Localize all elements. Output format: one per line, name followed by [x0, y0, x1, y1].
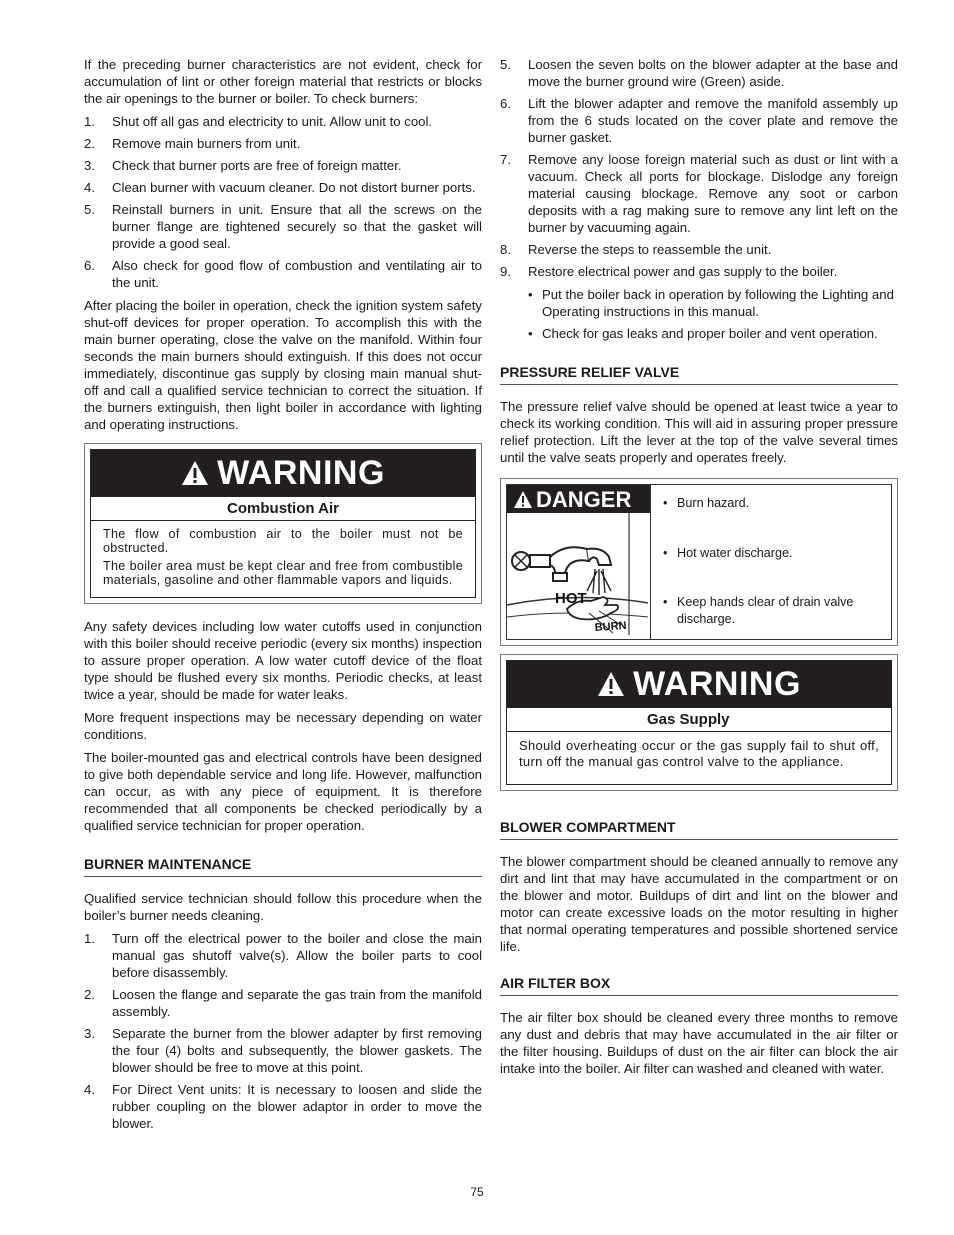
frequent-inspections-paragraph: More frequent inspections may be necessary depending on water conditions. — [84, 710, 482, 742]
danger-burn-hazard — [500, 478, 898, 646]
faucet-hand-icon — [507, 513, 648, 635]
burner-intro-paragraph: Qualified service technician should follow this procedure when the boiler’s burner needs cleaning. — [84, 891, 482, 923]
list-item: 6. Also check for good flow of combustion and ventilating air to the unit. — [84, 258, 482, 290]
check-burners-steps — [84, 113, 482, 291]
combustion-air-warning — [84, 443, 482, 604]
gas-supply-warning — [500, 654, 898, 791]
list-item: 1. Shut off all gas and electricity to unit. Allow unit to cool. — [84, 114, 433, 129]
warning-word: WARNING — [633, 664, 801, 703]
danger-item: • Hot water discharge. — [663, 546, 793, 560]
air-filter-box-paragraph: The air filter box should be cleaned every three months to remove any dust and debris that may have accumulated in the air filter or the filter housing. Buildups of dust on the air filter can block the air intake into the boiler. Air filter can washed and cleaned with water. — [500, 1010, 898, 1076]
warning-subtitle: Gas Supply — [507, 707, 891, 732]
list-item: 4. For Direct Vent units: It is necessary to loosen and slide the rubber coupling on the blower adaptor in order to move the blower. — [84, 1082, 482, 1131]
list-item: 4. Clean burner with vacuum cleaner. Do not distort burner ports. — [84, 180, 476, 195]
burn-label: BURN — [594, 619, 627, 634]
danger-item: • Burn hazard. — [663, 496, 750, 510]
list-item: 1. Turn off the electrical power to the boiler and close the main manual gas shutoff valve(s). Allow the boiler parts to cool before disassembly. — [84, 931, 482, 980]
danger-item: • Keep hands clear of drain valve discharge. — [663, 595, 854, 626]
list-item: 5. Loosen the seven bolts on the blower adapter at the base and move the burner ground wire (Green) aside. — [500, 57, 898, 89]
after-placing-paragraph: After placing the boiler in operation, check the ignition system safety shut-off devices for proper operation. To accomplish this with the main burner operating, close the valve on the manifold. Within four seconds the main burners should extinguish. If this does not occur immediately, discontinue gas supply by closing main manual shut-off and call a qualified service technician to correct the situation. If the burners extinguish, then light boiler in accordance with lighting and operating instructions. — [84, 298, 482, 432]
list-item: 5. Reinstall burners in unit. Ensure that all the screws on the burner flange are tightened securely so that the gasket will provide a good seal. — [84, 202, 482, 251]
blower-compartment-paragraph: The blower compartment should be cleaned annually to remove any dirt and lint that may have accumulated in the compartment or on the blower and motor. Buildups of dirt and lint on the blower and motor can create excessive loads on the motor resulting in higher that normal operating temperatures and possible shortened service life. — [500, 854, 898, 954]
warning-text: Should overheating occur or the gas supply fail to shut off, turn off the manual gas control valve to the appliance. — [519, 738, 879, 769]
warning-text: The boiler area must be kept clear and free from combustible materials, gasoline and other flammable vapors and liquids. — [103, 559, 463, 587]
restore-bullets — [500, 286, 898, 342]
warning-triangle-icon — [597, 671, 625, 697]
burner-maintenance-steps-continued — [500, 56, 898, 280]
safety-devices-paragraph: Any safety devices including low water cutoffs used in conjunction with this boiler should receive periodic (every six months) inspection to assure proper operation. A low water cutoff device of the float type should be flushed every six months. Periodic checks, at least twice a year, should be made for water leaks. — [84, 619, 482, 702]
list-item: 2. Loosen the flange and separate the gas train from the manifold assembly. — [84, 987, 482, 1019]
air-filter-box-heading: AIR FILTER BOX — [500, 975, 898, 996]
warning-text: The flow of combustion air to the boiler must not be obstructed. — [103, 527, 463, 555]
burner-maintenance-heading: BURNER MAINTENANCE — [84, 856, 482, 877]
danger-word: DANGER — [536, 486, 632, 512]
blower-compartment-heading: BLOWER COMPARTMENT — [500, 819, 898, 840]
hot-label: HOT — [555, 590, 587, 607]
page-number: 75 — [470, 1185, 484, 1199]
burner-maintenance-steps — [84, 930, 482, 1132]
warning-word: WARNING — [217, 453, 385, 492]
list-item: 3. Separate the burner from the blower adapter by first removing the four (4) bolts and subsequently, the blower gaskets. The blower should be free to move at this point. — [84, 1026, 482, 1075]
list-item: 8. Reverse the steps to reassemble the unit. — [500, 242, 772, 257]
list-item: 3. Check that burner ports are free of foreign matter. — [84, 158, 402, 173]
list-item: 6. Lift the blower adapter and remove the manifold assembly up from the 6 studs located on the cover plate and remove the burner gasket. — [500, 96, 898, 145]
controls-paragraph: The boiler-mounted gas and electrical controls have been designed to give both dependable service and long life. However, malfunction can occur, as with any piece of equipment. It is therefore recommended that all components be checked periodically by a qualified service technician for proper operation. — [84, 750, 482, 833]
warning-triangle-icon — [181, 460, 209, 486]
pressure-relief-valve-heading: PRESSURE RELIEF VALVE — [500, 364, 898, 385]
list-item: 2. Remove main burners from unit. — [84, 136, 301, 151]
list-item: • Put the boiler back in operation by following the Lighting and Operating instructions in this manual. — [528, 287, 894, 319]
warning-subtitle: Combustion Air — [91, 496, 475, 521]
right-column — [500, 56, 898, 1083]
left-column — [84, 56, 482, 1138]
pressure-relief-paragraph: The pressure relief valve should be opened at least twice a year to check its working condition. This will aid in assuring proper pressure relief protection. Lift the lever at the top of the valve several times until the valve seats properly and operates freely. — [500, 399, 898, 465]
list-item: 7. Remove any loose foreign material such as dust or lint with a vacuum. Check all ports for blockage. Dislodge any foreign material causing blockage. Remove any soot or carbon deposits with a rag making sure to remove any lint left on the burner by vacuuming again. — [500, 152, 898, 235]
list-item: • Check for gas leaks and proper boiler and vent operation. — [528, 326, 878, 341]
intro-paragraph: If the preceding burner characteristics are not evident, check for accumulation of lint or other foreign material that restricts or blocks the air openings to the burner or boiler. To check burners: — [84, 57, 482, 106]
hot-water-burn-illustration — [507, 513, 650, 639]
warning-triangle-icon — [513, 490, 533, 509]
list-item: 9. Restore electrical power and gas supply to the boiler. — [500, 264, 838, 279]
